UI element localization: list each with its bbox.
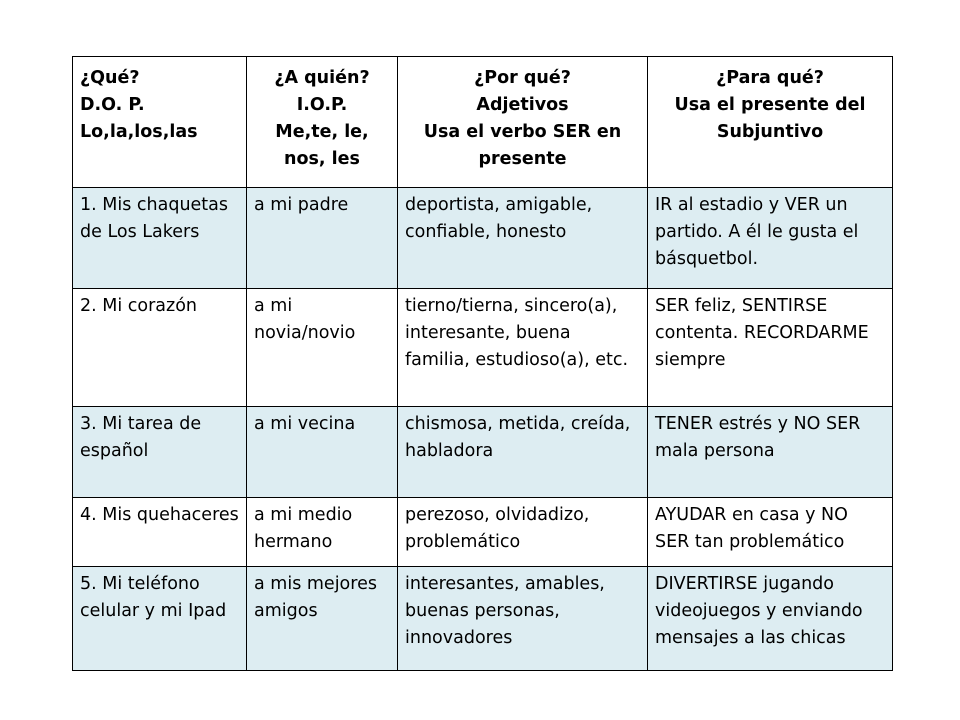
table-cell: 3. Mi tarea de español (73, 407, 247, 498)
header-row (73, 57, 893, 188)
table-row (73, 188, 893, 289)
table-cell: a mi padre (247, 188, 398, 289)
table-row (73, 498, 893, 567)
header-line: Usa el presente del (674, 95, 866, 115)
table-cell: 5. Mi teléfono celular y mi Ipad (73, 567, 247, 671)
table-cell: tierno/tierna, sincero(a), interesante, buena familia, estudioso(a), etc. (398, 289, 648, 407)
header-para-que (648, 57, 893, 188)
table-cell: perezoso, olvidadizo, problemático (398, 498, 648, 567)
header-a-quien (247, 57, 398, 188)
table-row (73, 407, 893, 498)
header-line: ¿Qué? (80, 68, 140, 88)
table-cell: deportista, amigable, confiable, honesto (398, 188, 648, 289)
table-cell: interesantes, amables, buenas personas, innovadores (398, 567, 648, 671)
table-cell: 4. Mis quehaceres (73, 498, 247, 567)
table-cell: IR al estadio y VER un partido. A él le gusta el básquetbol. (648, 188, 893, 289)
header-line: Lo,la,los,las (80, 122, 198, 142)
header-por-que (398, 57, 648, 188)
grammar-table (72, 56, 893, 671)
table-cell: SER feliz, SENTIRSE contenta. RECORDARME siempre (648, 289, 893, 407)
table-row (73, 567, 893, 671)
header-line: presente (478, 149, 567, 169)
table-cell: 2. Mi corazón (73, 289, 247, 407)
table-cell: a mi novia/novio (247, 289, 398, 407)
table-cell: a mi medio hermano (247, 498, 398, 567)
table-cell: DIVERTIRSE jugando videojuegos y enviando mensajes a las chicas (648, 567, 893, 671)
table-cell: a mis mejores amigos (247, 567, 398, 671)
header-line: Subjuntivo (716, 122, 824, 142)
header-line: nos, les (284, 149, 360, 169)
header-line: ¿Para qué? (716, 68, 824, 88)
header-line: ¿A quién? (274, 68, 370, 88)
header-line: I.O.P. (296, 95, 348, 115)
table-cell: a mi vecina (247, 407, 398, 498)
header-line: D.O. P. (80, 95, 145, 115)
table-cell: AYUDAR en casa y NO SER tan problemático (648, 498, 893, 567)
header-line: Me,te, le, (275, 122, 369, 142)
header-line: ¿Por qué? (474, 68, 571, 88)
table-cell: TENER estrés y NO SER mala persona (648, 407, 893, 498)
table-cell: chismosa, metida, creída, habladora (398, 407, 648, 498)
header-que (73, 57, 247, 188)
table-row (73, 289, 893, 407)
header-line: Usa el verbo SER en (423, 122, 622, 142)
header-line: Adjetivos (476, 95, 569, 115)
table-cell: 1. Mis chaquetas de Los Lakers (73, 188, 247, 289)
